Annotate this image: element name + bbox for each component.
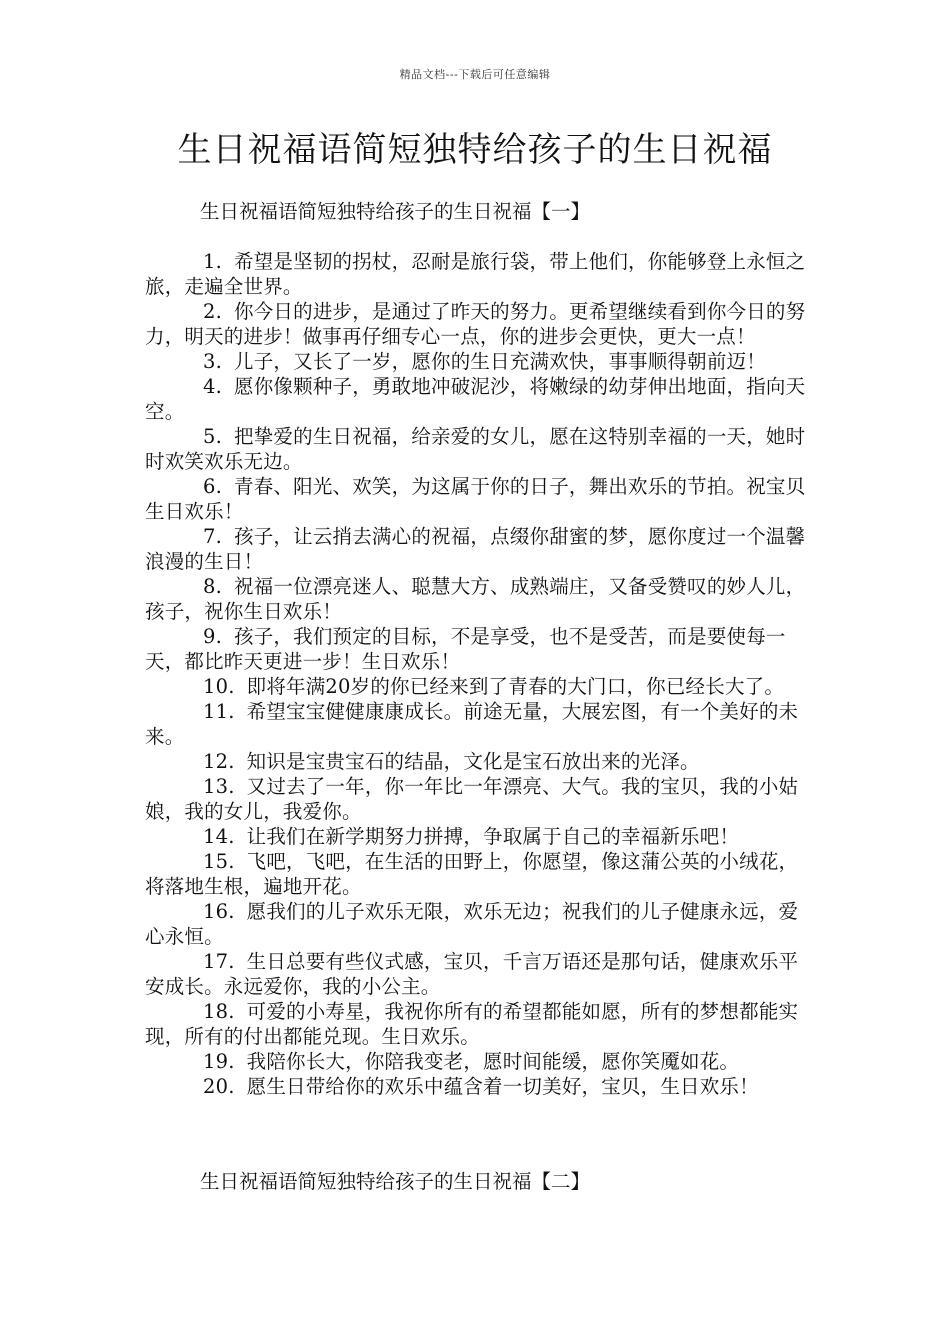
wish-item	[145, 899, 815, 949]
wish-item	[145, 824, 815, 849]
wish-text: 把挚爱的生日祝福，给亲爱的女儿，愿在这特别幸福的一天，她时时欢笑欢乐无边。	[145, 425, 806, 473]
wish-number: 17.	[203, 950, 235, 973]
wish-item	[145, 574, 815, 624]
wish-item	[145, 749, 815, 774]
wish-text: 我陪你长大，你陪我变老，愿时间能缓，愿你笑魇如花。	[246, 1050, 740, 1073]
wish-item	[145, 524, 815, 574]
wish-number: 10.	[203, 675, 235, 698]
wish-text: 青春、阳光、欢笑，为这属于你的日子，舞出欢乐的节拍。祝宝贝生日欢乐！	[145, 475, 806, 523]
wish-item	[145, 299, 815, 349]
wish-text: 愿你像颗种子，勇敢地冲破泥沙，将嫩绿的幼芽伸出地面，指向天空。	[145, 375, 806, 423]
wish-item	[145, 699, 815, 749]
wish-item	[145, 1049, 815, 1074]
wish-text: 即将年满20岁的你已经来到了青春的大门口，你已经长大了。	[246, 675, 785, 698]
wish-text: 生日总要有些仪式感，宝贝，千言万语还是那句话，健康欢乐平安成长。永远爱你，我的小公主。	[145, 950, 799, 998]
wish-item	[145, 1074, 815, 1099]
wish-number: 9.	[203, 625, 223, 648]
wish-list	[145, 249, 815, 1099]
wish-number: 14.	[203, 825, 235, 848]
wish-text: 孩子，我们预定的目标，不是享受，也不是受苦，而是要使每一天，都比昨天更进一步！生日欢乐！	[145, 625, 786, 673]
header-note: 精品文档---下载后可任意编辑	[399, 68, 551, 81]
wish-text: 飞吧，飞吧，在生活的田野上，你愿望，像这蒲公英的小绒花，将落地生根，遍地开花。	[145, 850, 799, 898]
wish-number: 15.	[203, 850, 235, 873]
wish-number: 19.	[203, 1050, 235, 1073]
wish-item	[145, 999, 815, 1049]
wish-text: 又过去了一年，你一年比一年漂亮、大气。我的宝贝，我的小姑娘，我的女儿，我爱你。	[145, 775, 799, 823]
wish-number: 6.	[203, 475, 223, 498]
wish-item	[145, 849, 815, 899]
wish-text: 希望宝宝健健康康成长。前途无量，大展宏图，有一个美好的未来。	[145, 700, 799, 748]
wish-text: 祝福一位漂亮迷人、聪慧大方、成熟端庄，又备受赞叹的妙人儿，孩子，祝你生日欢乐！	[145, 575, 806, 623]
section-heading-2: 生日祝福语简短独特给孩子的生日祝福【二】	[200, 1170, 591, 1193]
wish-text: 儿子，又长了一岁，愿你的生日充满欢快，事事顺得朝前迈！	[234, 350, 766, 373]
document-title: 生日祝福语简短独特给孩子的生日祝福	[177, 130, 773, 170]
wish-number: 8.	[203, 575, 223, 598]
wish-text: 愿我们的儿子欢乐无限，欢乐无边；祝我们的儿子健康永远，爱心永恒。	[145, 900, 799, 948]
wish-number: 7.	[203, 525, 223, 548]
wish-text: 可爱的小寿星，我祝你所有的希望都能如愿，所有的梦想都能实现，所有的付出都能兑现。生日欢乐。	[145, 1000, 799, 1048]
wish-text: 知识是宝贵宝石的结晶，文化是宝石放出来的光泽。	[246, 750, 700, 773]
wish-item	[145, 349, 815, 374]
wish-item	[145, 624, 815, 674]
wish-text: 孩子，让云捎去满心的祝福，点缀你甜蜜的梦，愿你度过一个温馨浪漫的生日！	[145, 525, 806, 573]
wish-number: 18.	[203, 1000, 235, 1023]
wish-text: 让我们在新学期努力拼搏，争取属于自己的幸福新乐吧！	[246, 825, 740, 848]
wish-item	[145, 774, 815, 824]
wish-text: 你今日的进步，是通过了昨天的努力。更希望继续看到你今日的努力，明天的进步！做事再仔细专心一点，你的进步会更快，更大一点！	[145, 300, 806, 348]
wish-number: 13.	[203, 775, 235, 798]
wish-item	[145, 949, 815, 999]
wish-item	[145, 474, 815, 524]
wish-number: 2.	[203, 300, 223, 323]
section-heading-1: 生日祝福语简短独特给孩子的生日祝福【一】	[200, 200, 591, 223]
wish-item	[145, 424, 815, 474]
wish-number: 4.	[203, 375, 223, 398]
wish-number: 1.	[203, 250, 223, 273]
wish-item	[145, 249, 815, 299]
wish-item	[145, 674, 815, 699]
wish-number: 3.	[203, 350, 223, 373]
wish-number: 20.	[203, 1075, 235, 1098]
wish-number: 5.	[203, 425, 223, 448]
wish-item	[145, 374, 815, 424]
wish-number: 11.	[203, 700, 235, 723]
wish-text: 希望是坚韧的拐杖，忍耐是旅行袋，带上他们，你能够登上永恒之旅，走遍全世界。	[145, 250, 806, 298]
wish-number: 16.	[203, 900, 235, 923]
wish-number: 12.	[203, 750, 235, 773]
wish-text: 愿生日带给你的欢乐中蕴含着一切美好，宝贝，生日欢乐！	[246, 1075, 759, 1098]
